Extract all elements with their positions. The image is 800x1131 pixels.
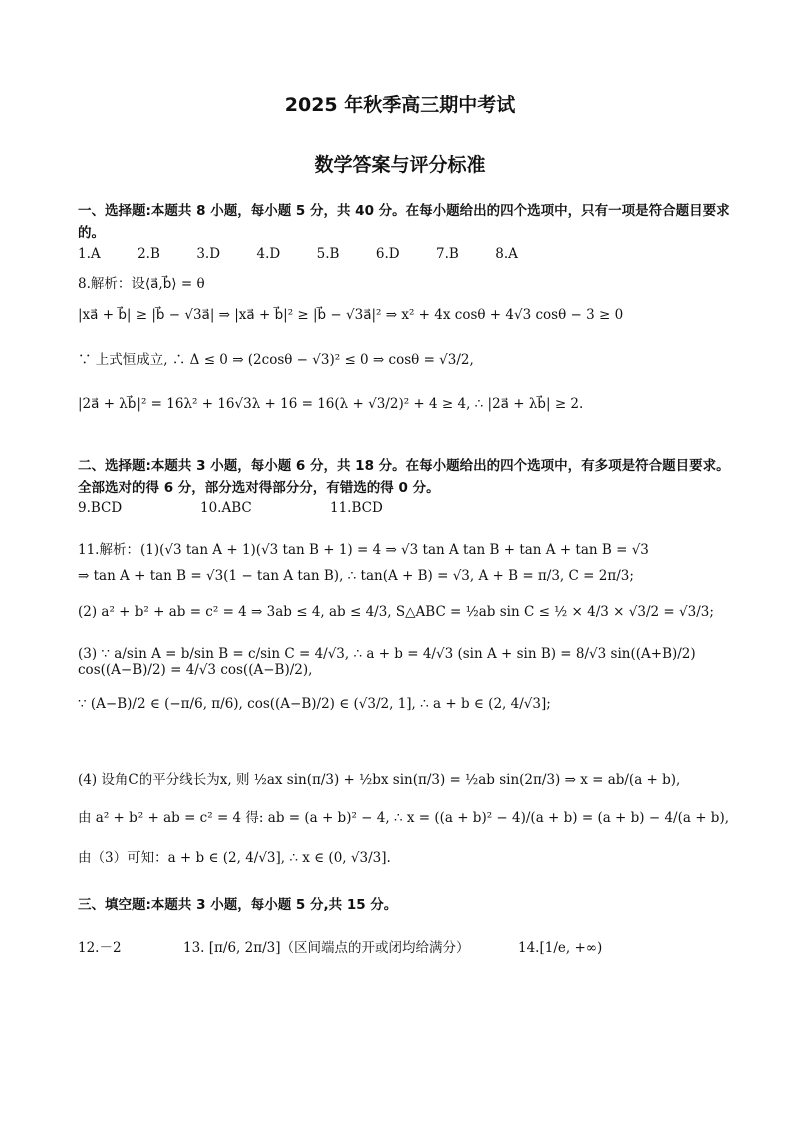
answer-item: 2.B: [137, 246, 160, 262]
answer-item: 5.B: [316, 246, 340, 262]
section1-heading: 一、选择题:本题共 8 小题，每小题 5 分，共 40 分。在每小题给出的四个选项中，只有一项是符合题目要求的。: [78, 203, 730, 241]
section3-answers: [78, 936, 602, 956]
section2-heading: 二、选择题:本题共 3 小题，每小题 6 分，共 18 分。在每小题给出的四个选项中，有多项是符合题目要求。全部选对的得 6 分，部分选对得部分分，有错选的得 0 分。: [78, 458, 730, 496]
solution-line: 由 a² + b² + ab = c² = 4 得: ab = (a + b)² − 4, ∴ x = ((a + b)² − 4)/(a + b) = (a + b) − 4/(a + b),: [78, 810, 729, 826]
solution-line: |xa⃗ + b⃗| ≥ |b⃗ − √3a⃗| ⇒ |xa⃗ + b⃗|² ≥ |b⃗ − √3a⃗|² ⇒ x² + 4x cosθ + 4√3 cosθ − 3 ≥ 0: [78, 307, 624, 323]
answer-item: 11.BCD: [330, 500, 383, 516]
solution-line: ∵ (A−B)/2 ∈ (−π/6, π/6), cos((A−B)/2) ∈ (√3/2, 1], ∴ a + b ∈ (2, 4/√3];: [78, 696, 551, 712]
answer-item: 12.－2: [78, 940, 122, 956]
solution-line: 由（3）可知：a + b ∈ (2, 4/√3], ∴ x ∈ (0, √3/3].: [78, 850, 391, 866]
solution-line: 8.解析：设⟨a⃗,b⃗⟩ = θ: [78, 276, 205, 292]
answer-item: 14.[1/e, +∞): [518, 940, 603, 956]
section3-heading: 三、填空题:本题共 3 小题，每小题 5 分,共 15 分。: [78, 897, 398, 913]
answer-item: 4.D: [256, 246, 281, 262]
page-subtitle: 数学答案与评分标准: [314, 154, 486, 176]
answer-item: 9.BCD: [78, 500, 123, 516]
answer-item: 10.ABC: [200, 500, 252, 516]
solution-line: ⇒ tan A + tan B = √3(1 − tan A tan B), ∴ tan(A + B) = √3, A + B = π/3, C = 2π/3;: [78, 568, 634, 584]
answer-item: 6.D: [375, 246, 400, 262]
answer-item: 1.A: [78, 246, 101, 262]
solution-line: (3) ∵ a/sin A = b/sin B = c/sin C = 4/√3, ∴ a + b = 4/√3 (sin A + sin B) = 8/√3 sin((A+B)/2) cos((A−B)/2) = 4/√3 cos((A−B)/2),: [78, 646, 696, 678]
solution-line: |2a⃗ + λb⃗|² = 16λ² + 16√3λ + 16 = 16(λ + √3/2)² + 4 ≥ 4, ∴ |2a⃗ + λb⃗| ≥ 2.: [78, 396, 584, 412]
solution-line: 11.解析：(1)(√3 tan A + 1)(√3 tan B + 1) = 4 ⇒ √3 tan A tan B + tan A + tan B = √3: [78, 542, 649, 558]
answer-item: 8.A: [495, 246, 518, 262]
section1-answers: [78, 246, 518, 262]
solution-line: (4) 设角C的平分线长为x, 则 ½ax sin(π/3) + ½bx sin(π/3) = ½ab sin(2π/3) ⇒ x = ab/(a + b),: [78, 772, 681, 788]
section2-answers: [78, 500, 383, 516]
solution-line: (2) a² + b² + ab = c² = 4 ⇒ 3ab ≤ 4, ab ≤ 4/3, S△ABC = ½ab sin C ≤ ½ × 4/3 × √3/2 = √3/3;: [78, 604, 714, 620]
page-title: 2025 年秋季高三期中考试: [284, 94, 516, 116]
answer-item: 13. [π/6, 2π/3]（区间端点的开或闭均给满分）: [183, 940, 470, 956]
answer-item: 7.B: [436, 246, 459, 262]
answer-item: 3.D: [196, 246, 221, 262]
solution-line: ∵ 上式恒成立, ∴ Δ ≤ 0 ⇒ (2cosθ − √3)² ≤ 0 ⇒ cosθ = √3/2,: [78, 352, 474, 368]
